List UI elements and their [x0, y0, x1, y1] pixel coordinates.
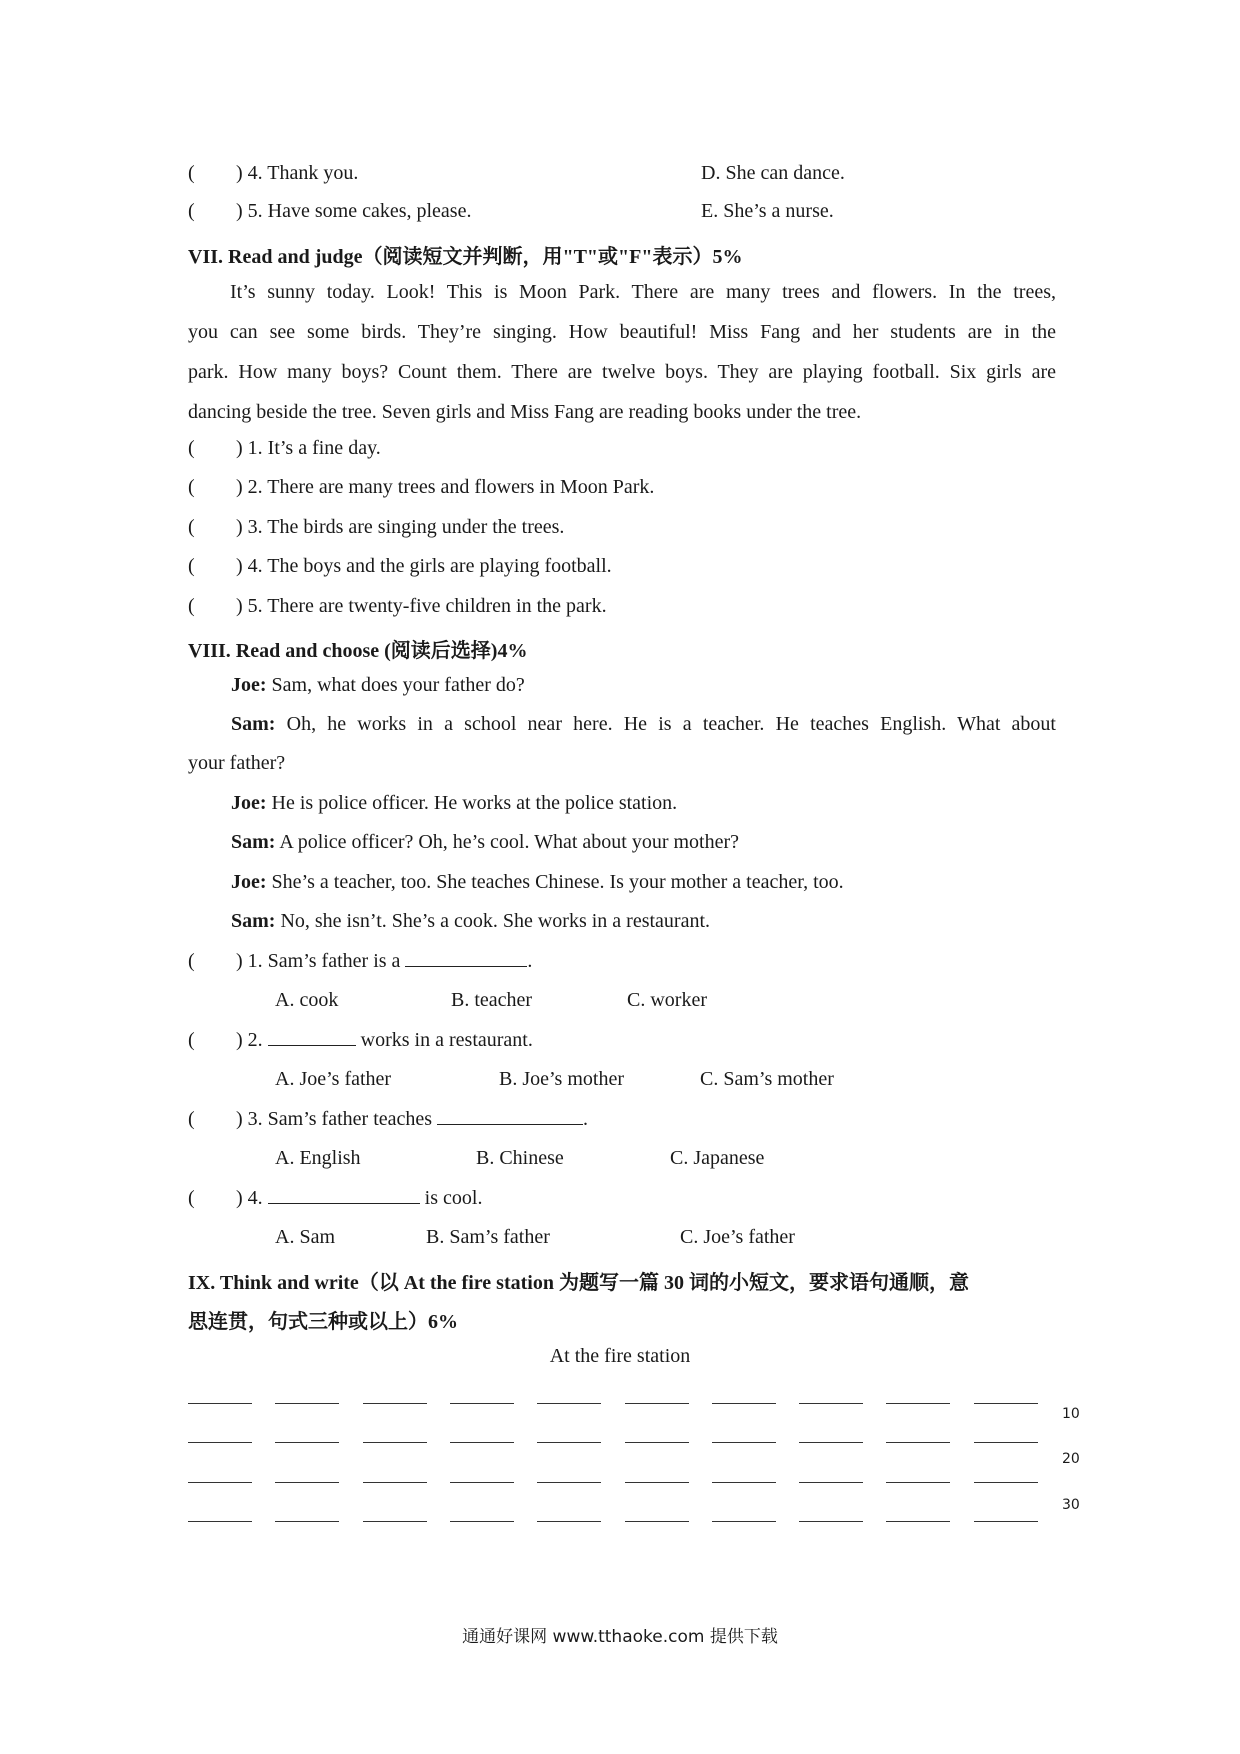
question-text-end: works in a restaurant. [355, 1029, 533, 1051]
option-c[interactable]: C. Japanese [670, 1147, 765, 1169]
match-row-5 [188, 200, 1058, 230]
writing-blank[interactable] [799, 1482, 863, 1483]
writing-blank[interactable] [712, 1403, 776, 1404]
writing-blank[interactable] [450, 1521, 514, 1522]
dialog-text: A police officer? Oh, he’s cool. What about your mother? [275, 831, 740, 853]
question-text-end: is cool. [419, 1187, 483, 1209]
speaker: Joe: [231, 792, 267, 814]
judge-text: ) 2. There are many trees and flowers in Moon Park. [236, 476, 655, 498]
writing-blank[interactable] [188, 1442, 252, 1443]
answer-blank[interactable] [268, 1187, 420, 1204]
writing-blank[interactable] [974, 1442, 1038, 1443]
writing-blank[interactable] [188, 1482, 252, 1483]
question-text-end: . [527, 950, 533, 972]
dialog-line [231, 871, 844, 894]
section-7-passage [188, 272, 1056, 432]
writing-blank[interactable] [625, 1482, 689, 1483]
option-b[interactable]: B. teacher [451, 989, 533, 1011]
dialog-line [231, 910, 710, 933]
section-8-heading: VIII. Read and choose (阅读后选择)4% [188, 640, 528, 662]
word-count-marker: 10 [1062, 1406, 1080, 1422]
writing-blank[interactable] [799, 1442, 863, 1443]
answer-paren-open[interactable]: ( [188, 1029, 195, 1051]
judge-text: ) 1. It’s a fine day. [236, 437, 381, 459]
writing-blank[interactable] [974, 1403, 1038, 1404]
option-a[interactable]: A. Sam [275, 1226, 335, 1248]
writing-blank[interactable] [450, 1482, 514, 1483]
writing-blank[interactable] [537, 1442, 601, 1443]
option-b[interactable]: B. Chinese [476, 1147, 564, 1169]
match-answer: D. She can dance. [701, 162, 845, 184]
passage-line: It’s sunny today. Look! This is Moon Park. There are many trees and flowers. In the trees, [230, 281, 1056, 303]
dialog-line [231, 713, 1056, 736]
passage-line: dancing beside the tree. Seven girls and Miss Fang are reading books under the tree. [188, 401, 862, 423]
dialog-text: Sam, what does your father do? [266, 674, 525, 696]
writing-blank[interactable] [886, 1442, 950, 1443]
dialog-text: No, she isn’t. She’s a cook. She works in a restaurant. [275, 910, 711, 932]
writing-blank[interactable] [974, 1482, 1038, 1483]
writing-blank[interactable] [537, 1482, 601, 1483]
option-a[interactable]: A. cook [275, 989, 339, 1011]
writing-blank[interactable] [275, 1403, 339, 1404]
judge-text: ) 4. The boys and the girls are playing football. [236, 555, 612, 577]
option-a[interactable]: A. Joe’s father [275, 1068, 392, 1090]
writing-blank[interactable] [974, 1521, 1038, 1522]
answer-paren-open[interactable]: ( [188, 200, 195, 222]
match-row-4 [188, 162, 1058, 192]
writing-blank[interactable] [799, 1403, 863, 1404]
choice-question-4 [188, 1187, 1058, 1217]
writing-blank[interactable] [450, 1442, 514, 1443]
speaker: Joe: [231, 871, 267, 893]
judge-item-2 [188, 476, 1058, 506]
match-answer: E. She’s a nurse. [701, 200, 834, 222]
writing-blank[interactable] [363, 1442, 427, 1443]
writing-title: At the fire station [549, 1345, 691, 1367]
question-text: ) 2. [236, 1029, 268, 1051]
option-b[interactable]: B. Sam’s father [426, 1226, 550, 1248]
judge-text: ) 5. There are twenty-five children in the park. [236, 595, 607, 617]
answer-paren-open[interactable]: ( [188, 1187, 195, 1209]
writing-blank[interactable] [537, 1403, 601, 1404]
section-7-heading: VII. Read and judge（阅读短文并判断，用"T"或"F"表示）5% [188, 246, 743, 268]
dialog-text: He is police officer. He works at the police station. [266, 792, 678, 814]
writing-blank[interactable] [625, 1442, 689, 1443]
dialog-text: your father? [188, 752, 286, 774]
writing-blank[interactable] [625, 1403, 689, 1404]
dialog-text: Oh, he works in a school near here. He is a teacher. He teaches English. What about [275, 713, 1056, 735]
writing-blank[interactable] [712, 1521, 776, 1522]
writing-blank[interactable] [275, 1521, 339, 1522]
writing-blank[interactable] [799, 1521, 863, 1522]
passage-line: you can see some birds. They’re singing. How beautiful! Miss Fang and her students are in the [188, 321, 1056, 343]
writing-blank[interactable] [886, 1482, 950, 1483]
writing-blank[interactable] [188, 1403, 252, 1404]
answer-paren-open[interactable]: ( [188, 162, 195, 184]
answer-paren-open[interactable]: ( [188, 516, 195, 538]
choice-question-3 [188, 1108, 1058, 1138]
option-b[interactable]: B. Joe’s mother [499, 1068, 624, 1090]
writing-blank[interactable] [363, 1482, 427, 1483]
writing-blank[interactable] [712, 1482, 776, 1483]
choice-question-1 [188, 950, 1058, 980]
answer-paren-open[interactable]: ( [188, 555, 195, 577]
option-a[interactable]: A. English [275, 1147, 361, 1169]
match-question: ) 4. Thank you. [236, 162, 359, 184]
speaker: Sam: [231, 713, 276, 735]
dialog-text: She’s a teacher, too. She teaches Chinese. Is your mother a teacher, too. [266, 871, 844, 893]
answer-paren-open[interactable]: ( [188, 1108, 195, 1130]
writing-blank[interactable] [712, 1442, 776, 1443]
writing-blank[interactable] [886, 1403, 950, 1404]
speaker: Sam: [231, 831, 276, 853]
answer-blank[interactable] [405, 950, 527, 967]
writing-blank[interactable] [886, 1521, 950, 1522]
answer-paren-open[interactable]: ( [188, 476, 195, 498]
question-text: ) 3. Sam’s father teaches [236, 1108, 438, 1130]
answer-paren-open[interactable]: ( [188, 437, 195, 459]
word-count-marker: 30 [1062, 1497, 1080, 1513]
dialog-line [188, 752, 285, 775]
judge-item-5 [188, 595, 1058, 625]
speaker: Joe: [231, 674, 267, 696]
dialog-line [231, 792, 677, 815]
writing-blank[interactable] [275, 1482, 339, 1483]
dialog-line [231, 831, 739, 854]
passage-line: park. How many boys? Count them. There are twelve boys. They are playing football. Six girls are [188, 361, 1056, 383]
judge-item-3 [188, 516, 1058, 546]
writing-blank[interactable] [450, 1403, 514, 1404]
answer-paren-open[interactable]: ( [188, 595, 195, 617]
match-question: ) 5. Have some cakes, please. [236, 200, 472, 222]
section-9-heading-cont: 思连贯，句式三种或以上）6% [188, 1311, 458, 1333]
option-c[interactable]: C. Sam’s mother [700, 1068, 834, 1090]
writing-blank[interactable] [537, 1521, 601, 1522]
answer-blank[interactable] [437, 1108, 583, 1125]
judge-item-4 [188, 555, 1058, 585]
choice-question-2 [188, 1029, 1058, 1059]
word-count-marker: 20 [1062, 1451, 1080, 1467]
speaker: Sam: [231, 910, 276, 932]
dialog-line [231, 674, 525, 697]
answer-paren-open[interactable]: ( [188, 950, 195, 972]
section-9-heading: IX. Think and write（以 At the fire station 为题写一篇 30 词的小短文，要求语句通顺，意 [188, 1272, 969, 1294]
question-text: ) 1. Sam’s father is a [236, 950, 406, 972]
writing-blank[interactable] [625, 1521, 689, 1522]
judge-item-1 [188, 437, 1058, 467]
answer-blank[interactable] [268, 1029, 356, 1046]
option-c[interactable]: C. Joe’s father [680, 1226, 795, 1248]
judge-text: ) 3. The birds are singing under the trees. [236, 516, 565, 538]
option-c[interactable]: C. worker [627, 989, 707, 1011]
question-text: ) 4. [236, 1187, 268, 1209]
footer-credit: 通通好课网 www.tthaoke.com 提供下载 [462, 1627, 778, 1647]
writing-blank[interactable] [275, 1442, 339, 1443]
question-text-end: . [583, 1108, 589, 1130]
writing-blank[interactable] [188, 1521, 252, 1522]
writing-blank[interactable] [363, 1521, 427, 1522]
writing-blank[interactable] [363, 1403, 427, 1404]
